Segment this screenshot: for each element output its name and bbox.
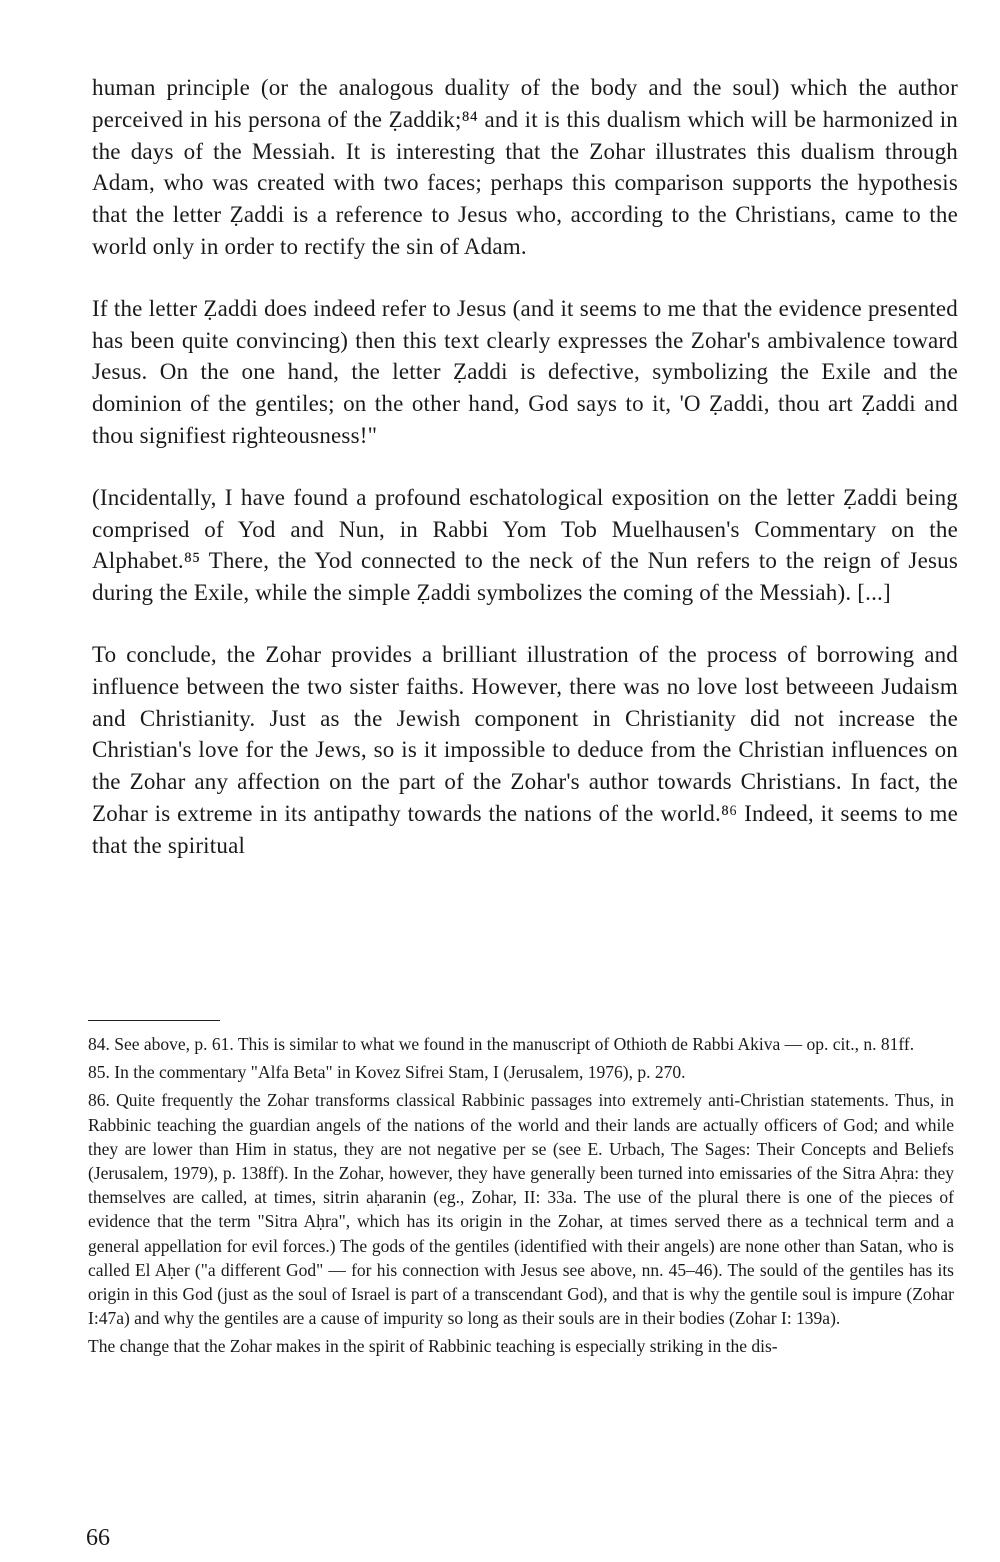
footnote-continuation: The change that the Zohar makes in the spirit of Rabbinic teaching is especially striking in the dis-: [88, 1336, 778, 1357]
paragraph-4: To conclude, the Zohar provides a brilliant illustration of the process of borrowing and influence between the two sister faiths. However, there was no love lost betweeen Judaism and Christianity. Just as the Jewish component in Christianity did not increase the Christian's love for the Jews, so is it impossible to deduce from the Christian influences on the Zohar any affection on the part of the Zohar's author towards Christians. In fact, the Zohar is extreme in its antipathy towards the nations of the world.⁸⁶ Indeed, it seems to me that the spiritual: [92, 641, 958, 858]
footnote-85: 85. In the commentary "Alfa Beta" in Kovez Sifrei Stam, I (Jerusalem, 1976), p. 270.: [88, 1062, 686, 1083]
paragraph-2: If the letter Ẓaddi does indeed refer to Jesus (and it seems to me that the evidence presented has been quite convincing) then this text clearly expresses the Zohar's ambivalence toward Jesus. On the one hand, the letter Ẓaddi is defective, symbolizing the Exile and the dominion of the gentiles; on the other hand, God says to it, 'O Ẓaddi, thou art Ẓaddi and thou signifiest righteousness!": [92, 295, 958, 448]
footnote-divider: [88, 1020, 220, 1021]
footnote-84: 84. See above, p. 61. This is similar to what we found in the manuscript of Othioth de Rabbi Akiva — op. cit., n. 81ff.: [88, 1034, 915, 1054]
footnotes: [88, 1032, 954, 1359]
footnote-86: 86. Quite frequently the Zohar transforms classical Rabbinic passages into extremely anti-Christian statements. Thus, in Rabbinic teaching the guardian angels of the nations of the world and their lands are actually officers of God; and while they are lower than Him in status, they are not negative per se (see E. Urbach, The Sages: Their Concepts and Beliefs (Jerusalem, 1979), p. 138ff). In the Zohar, however, they have generally been turned into emissaries of the Sitra Aḥra: they themselves are called, at times, sitrin aḥaranin (eg., Zohar, II: 33a. The use of the plural there is one of the pieces of evidence that the term "Sitra Aḥra", which has its origin in the Zohar, at times served there as a technical term and a general appellation for evil forces.) The gods of the gentiles (identified with their angels) are none other than Satan, who is called El Aḥer ("a different God" — for his connection with Jesus see above, nn. 45–46). The sould of the gentiles has its origin in this God (just as the soul of Israel is part of a transcendant God), and that is why the gentile soul is impure (Zohar I:47a) and why the gentiles are a cause of impurity so long as their souls are in their bodies (Zohar I: 139a).: [88, 1090, 954, 1329]
paragraph-3: (Incidentally, I have found a profound eschatological exposition on the letter Ẓaddi being comprised of Yod and Nun, in Rabbi Yom Tob Muelhausen's Commentary on the Alphabet.⁸⁵ There, the Yod connected to the neck of the Nun refers to the reign of Jesus during the Exile, while the simple Ẓaddi symbolizes the coming of the Messiah). [...]: [92, 484, 958, 606]
page-number: 66: [86, 1525, 110, 1551]
paragraph-1: human principle (or the analogous duality of the body and the soul) which the author perceived in his persona of the Ẓaddik;⁸⁴ and it is this dualism which will be harmonized in the days of the Messiah. It is interesting that the Zohar illustrates this dualism through Adam, who was created with two faces; perhaps this comparison supports the hypothesis that the letter Ẓaddi is a reference to Jesus who, according to the Christians, came to the world only in order to rectify the sin of Adam.: [92, 75, 958, 259]
main-text: [92, 72, 958, 892]
